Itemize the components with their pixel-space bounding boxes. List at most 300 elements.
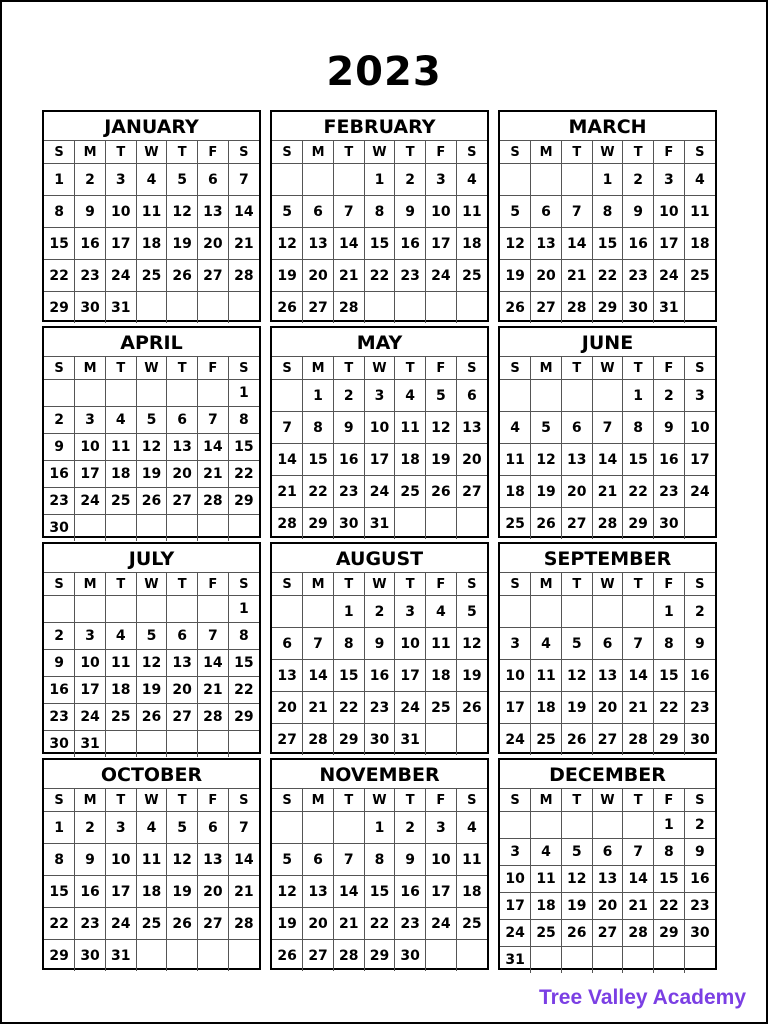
day-cell: 26 xyxy=(531,508,562,540)
day-cell: 18 xyxy=(136,228,167,260)
empty-day-cell xyxy=(303,812,334,844)
day-cell: 12 xyxy=(136,434,167,461)
day-cell: 25 xyxy=(684,260,715,292)
day-cell: 4 xyxy=(456,164,487,196)
day-cell: 27 xyxy=(592,724,623,756)
weekday-label: T xyxy=(333,141,364,164)
day-cell: 23 xyxy=(44,488,75,515)
day-cell: 19 xyxy=(531,476,562,508)
empty-day-cell xyxy=(105,515,136,542)
weekday-label: F xyxy=(198,357,229,380)
week-row xyxy=(500,812,715,839)
empty-day-cell xyxy=(500,380,531,412)
empty-day-cell xyxy=(561,812,592,839)
day-cell: 8 xyxy=(592,196,623,228)
week-row xyxy=(272,908,487,940)
day-cell: 3 xyxy=(105,812,136,844)
day-cell: 8 xyxy=(44,844,75,876)
weekday-label: M xyxy=(75,789,106,812)
empty-day-cell xyxy=(364,292,395,324)
month-day-grid xyxy=(272,789,487,971)
weekday-label: F xyxy=(654,789,685,812)
weekday-label: S xyxy=(684,789,715,812)
day-cell: 7 xyxy=(272,412,303,444)
week-row xyxy=(272,812,487,844)
day-cell: 16 xyxy=(395,876,426,908)
week-row xyxy=(272,196,487,228)
week-row xyxy=(44,908,259,940)
empty-day-cell xyxy=(426,940,457,972)
weekday-label: T xyxy=(623,573,654,596)
weekday-label: T xyxy=(333,573,364,596)
day-cell: 23 xyxy=(364,692,395,724)
weekday-label: S xyxy=(684,357,715,380)
day-cell: 13 xyxy=(167,434,198,461)
day-cell: 13 xyxy=(272,660,303,692)
day-cell: 1 xyxy=(654,596,685,628)
empty-day-cell xyxy=(136,596,167,623)
weekday-label: S xyxy=(456,357,487,380)
empty-day-cell xyxy=(198,940,229,972)
empty-day-cell xyxy=(44,596,75,623)
month-day-grid xyxy=(272,357,487,539)
day-cell: 7 xyxy=(561,196,592,228)
empty-day-cell xyxy=(561,947,592,974)
weekday-label: S xyxy=(228,789,259,812)
empty-day-cell xyxy=(136,731,167,758)
day-cell: 28 xyxy=(623,920,654,947)
day-cell: 20 xyxy=(198,876,229,908)
empty-day-cell xyxy=(531,947,562,974)
day-cell: 12 xyxy=(561,660,592,692)
week-row xyxy=(272,724,487,756)
day-cell: 18 xyxy=(136,876,167,908)
week-row xyxy=(44,260,259,292)
empty-day-cell xyxy=(426,508,457,540)
empty-day-cell xyxy=(333,164,364,196)
day-cell: 11 xyxy=(500,444,531,476)
day-cell: 15 xyxy=(44,876,75,908)
day-cell: 19 xyxy=(272,260,303,292)
month-day-grid xyxy=(500,357,715,539)
week-row xyxy=(272,444,487,476)
week-row xyxy=(44,407,259,434)
weekday-label: T xyxy=(167,573,198,596)
day-cell: 20 xyxy=(167,677,198,704)
day-cell: 7 xyxy=(333,844,364,876)
weekday-label: W xyxy=(136,789,167,812)
day-cell: 1 xyxy=(303,380,334,412)
weekday-label: W xyxy=(364,141,395,164)
month-day-grid xyxy=(500,573,715,755)
day-cell: 29 xyxy=(303,508,334,540)
empty-day-cell xyxy=(105,380,136,407)
day-cell: 30 xyxy=(684,920,715,947)
day-cell: 19 xyxy=(136,461,167,488)
day-cell: 27 xyxy=(167,704,198,731)
week-row xyxy=(44,677,259,704)
weekday-label: S xyxy=(228,141,259,164)
day-cell: 1 xyxy=(364,164,395,196)
week-row xyxy=(500,724,715,756)
day-cell: 29 xyxy=(228,488,259,515)
empty-day-cell xyxy=(395,292,426,324)
day-cell: 20 xyxy=(167,461,198,488)
day-cell: 27 xyxy=(592,920,623,947)
weekday-label: S xyxy=(228,573,259,596)
weekday-label: S xyxy=(44,141,75,164)
week-row xyxy=(500,866,715,893)
empty-day-cell xyxy=(136,515,167,542)
day-cell: 10 xyxy=(500,866,531,893)
day-cell: 17 xyxy=(75,677,106,704)
day-cell: 17 xyxy=(684,444,715,476)
weekday-header-row xyxy=(500,141,715,164)
day-cell: 26 xyxy=(136,704,167,731)
weekday-label: T xyxy=(105,789,136,812)
day-cell: 13 xyxy=(561,444,592,476)
week-row xyxy=(272,260,487,292)
day-cell: 29 xyxy=(333,724,364,756)
day-cell: 15 xyxy=(623,444,654,476)
day-cell: 24 xyxy=(364,476,395,508)
day-cell: 25 xyxy=(395,476,426,508)
empty-day-cell xyxy=(228,731,259,758)
weekday-label: S xyxy=(684,573,715,596)
day-cell: 20 xyxy=(531,260,562,292)
month-day-grid xyxy=(44,141,259,323)
day-cell: 7 xyxy=(228,812,259,844)
day-cell: 3 xyxy=(364,380,395,412)
weekday-label: T xyxy=(167,357,198,380)
day-cell: 29 xyxy=(44,292,75,324)
day-cell: 4 xyxy=(684,164,715,196)
weekday-header-row xyxy=(272,789,487,812)
footer-brand: Tree Valley Academy xyxy=(538,986,746,1009)
day-cell: 30 xyxy=(75,292,106,324)
day-cell: 29 xyxy=(228,704,259,731)
day-cell: 27 xyxy=(531,292,562,324)
day-cell: 9 xyxy=(75,844,106,876)
day-cell: 18 xyxy=(456,228,487,260)
day-cell: 27 xyxy=(561,508,592,540)
week-row xyxy=(272,692,487,724)
weekday-label: T xyxy=(561,357,592,380)
week-row xyxy=(272,292,487,324)
empty-day-cell xyxy=(44,380,75,407)
weekday-header-row xyxy=(272,357,487,380)
weekday-label: S xyxy=(500,141,531,164)
day-cell: 18 xyxy=(426,660,457,692)
day-cell: 21 xyxy=(333,260,364,292)
day-cell: 26 xyxy=(500,292,531,324)
weekday-header-row xyxy=(500,357,715,380)
weekday-label: M xyxy=(531,357,562,380)
day-cell: 22 xyxy=(228,677,259,704)
day-cell: 15 xyxy=(654,660,685,692)
day-cell: 20 xyxy=(198,228,229,260)
weekday-label: W xyxy=(592,141,623,164)
day-cell: 27 xyxy=(272,724,303,756)
day-cell: 7 xyxy=(592,412,623,444)
empty-day-cell xyxy=(684,947,715,974)
weekday-label: W xyxy=(136,357,167,380)
week-row xyxy=(500,260,715,292)
weekday-label: T xyxy=(623,789,654,812)
month-title: MAY xyxy=(272,328,487,357)
day-cell: 1 xyxy=(364,812,395,844)
week-row xyxy=(272,660,487,692)
empty-day-cell xyxy=(136,940,167,972)
weekday-label: F xyxy=(198,141,229,164)
day-cell: 27 xyxy=(456,476,487,508)
week-row xyxy=(500,920,715,947)
day-cell: 18 xyxy=(684,228,715,260)
weekday-header-row xyxy=(500,789,715,812)
day-cell: 30 xyxy=(333,508,364,540)
weekday-label: M xyxy=(75,357,106,380)
day-cell: 6 xyxy=(592,839,623,866)
day-cell: 12 xyxy=(531,444,562,476)
day-cell: 25 xyxy=(426,692,457,724)
weekday-label: F xyxy=(654,573,685,596)
empty-day-cell xyxy=(105,731,136,758)
week-row xyxy=(272,476,487,508)
day-cell: 13 xyxy=(592,660,623,692)
day-cell: 22 xyxy=(44,260,75,292)
week-row xyxy=(44,596,259,623)
day-cell: 16 xyxy=(684,866,715,893)
day-cell: 11 xyxy=(395,412,426,444)
day-cell: 5 xyxy=(167,812,198,844)
month-title: MARCH xyxy=(500,112,715,141)
day-cell: 7 xyxy=(623,628,654,660)
weekday-label: F xyxy=(654,357,685,380)
weekday-label: T xyxy=(167,141,198,164)
day-cell: 15 xyxy=(592,228,623,260)
day-cell: 7 xyxy=(333,196,364,228)
day-cell: 9 xyxy=(333,412,364,444)
day-cell: 10 xyxy=(500,660,531,692)
month-june xyxy=(498,326,717,538)
weekday-label: T xyxy=(333,789,364,812)
day-cell: 14 xyxy=(333,228,364,260)
day-cell: 9 xyxy=(684,628,715,660)
weekday-label: F xyxy=(198,573,229,596)
day-cell: 16 xyxy=(623,228,654,260)
day-cell: 14 xyxy=(228,196,259,228)
day-cell: 10 xyxy=(105,844,136,876)
empty-day-cell xyxy=(426,724,457,756)
day-cell: 31 xyxy=(105,292,136,324)
day-cell: 22 xyxy=(654,893,685,920)
week-row xyxy=(44,940,259,972)
day-cell: 20 xyxy=(303,260,334,292)
empty-day-cell xyxy=(500,596,531,628)
day-cell: 10 xyxy=(395,628,426,660)
day-cell: 3 xyxy=(426,164,457,196)
day-cell: 21 xyxy=(228,876,259,908)
day-cell: 13 xyxy=(198,196,229,228)
empty-day-cell xyxy=(395,508,426,540)
empty-day-cell xyxy=(136,380,167,407)
day-cell: 30 xyxy=(75,940,106,972)
day-cell: 21 xyxy=(272,476,303,508)
day-cell: 9 xyxy=(684,839,715,866)
day-cell: 16 xyxy=(333,444,364,476)
day-cell: 22 xyxy=(333,692,364,724)
day-cell: 24 xyxy=(684,476,715,508)
weekday-label: F xyxy=(426,789,457,812)
day-cell: 8 xyxy=(228,623,259,650)
week-row xyxy=(44,380,259,407)
day-cell: 12 xyxy=(136,650,167,677)
empty-day-cell xyxy=(272,812,303,844)
day-cell: 4 xyxy=(105,623,136,650)
day-cell: 7 xyxy=(228,164,259,196)
weekday-label: W xyxy=(136,141,167,164)
week-row xyxy=(272,940,487,972)
day-cell: 9 xyxy=(75,196,106,228)
month-november xyxy=(270,758,489,970)
day-cell: 6 xyxy=(303,196,334,228)
day-cell: 1 xyxy=(654,812,685,839)
month-day-grid xyxy=(500,789,715,973)
day-cell: 24 xyxy=(426,908,457,940)
day-cell: 1 xyxy=(333,596,364,628)
day-cell: 16 xyxy=(44,461,75,488)
day-cell: 7 xyxy=(623,839,654,866)
day-cell: 26 xyxy=(561,920,592,947)
day-cell: 18 xyxy=(500,476,531,508)
day-cell: 11 xyxy=(684,196,715,228)
day-cell: 28 xyxy=(561,292,592,324)
day-cell: 2 xyxy=(623,164,654,196)
day-cell: 22 xyxy=(228,461,259,488)
weekday-label: M xyxy=(303,573,334,596)
day-cell: 2 xyxy=(333,380,364,412)
day-cell: 24 xyxy=(500,724,531,756)
month-april xyxy=(42,326,261,538)
day-cell: 18 xyxy=(531,692,562,724)
week-row xyxy=(272,412,487,444)
day-cell: 28 xyxy=(333,292,364,324)
month-october xyxy=(42,758,261,970)
day-cell: 2 xyxy=(684,812,715,839)
empty-day-cell xyxy=(272,380,303,412)
weekday-label: T xyxy=(167,789,198,812)
day-cell: 8 xyxy=(44,196,75,228)
weekday-label: F xyxy=(426,357,457,380)
day-cell: 21 xyxy=(198,677,229,704)
day-cell: 22 xyxy=(364,260,395,292)
week-row xyxy=(500,596,715,628)
day-cell: 26 xyxy=(167,908,198,940)
day-cell: 8 xyxy=(623,412,654,444)
week-row xyxy=(500,893,715,920)
empty-day-cell xyxy=(167,940,198,972)
weekday-label: S xyxy=(456,141,487,164)
day-cell: 5 xyxy=(500,196,531,228)
day-cell: 3 xyxy=(105,164,136,196)
day-cell: 19 xyxy=(167,228,198,260)
empty-day-cell xyxy=(623,947,654,974)
day-cell: 15 xyxy=(333,660,364,692)
weekday-label: M xyxy=(303,141,334,164)
day-cell: 13 xyxy=(592,866,623,893)
day-cell: 17 xyxy=(395,660,426,692)
day-cell: 5 xyxy=(426,380,457,412)
day-cell: 9 xyxy=(44,650,75,677)
week-row xyxy=(272,508,487,540)
week-row xyxy=(44,704,259,731)
empty-day-cell xyxy=(228,940,259,972)
day-cell: 26 xyxy=(136,488,167,515)
day-cell: 5 xyxy=(167,164,198,196)
day-cell: 30 xyxy=(44,731,75,758)
empty-day-cell xyxy=(623,812,654,839)
day-cell: 12 xyxy=(167,196,198,228)
day-cell: 29 xyxy=(592,292,623,324)
empty-day-cell xyxy=(167,515,198,542)
month-title: FEBRUARY xyxy=(272,112,487,141)
weekday-label: S xyxy=(684,141,715,164)
day-cell: 6 xyxy=(531,196,562,228)
empty-day-cell xyxy=(167,731,198,758)
day-cell: 19 xyxy=(500,260,531,292)
week-row xyxy=(44,164,259,196)
weekday-label: T xyxy=(333,357,364,380)
day-cell: 2 xyxy=(75,164,106,196)
weekday-label: T xyxy=(395,789,426,812)
day-cell: 23 xyxy=(654,476,685,508)
day-cell: 21 xyxy=(623,692,654,724)
day-cell: 8 xyxy=(364,844,395,876)
day-cell: 28 xyxy=(303,724,334,756)
day-cell: 21 xyxy=(228,228,259,260)
day-cell: 11 xyxy=(456,844,487,876)
day-cell: 18 xyxy=(456,876,487,908)
day-cell: 31 xyxy=(105,940,136,972)
month-march xyxy=(498,110,717,322)
day-cell: 14 xyxy=(228,844,259,876)
day-cell: 2 xyxy=(654,380,685,412)
month-title: NOVEMBER xyxy=(272,760,487,789)
day-cell: 10 xyxy=(75,650,106,677)
day-cell: 24 xyxy=(395,692,426,724)
empty-day-cell xyxy=(500,164,531,196)
day-cell: 21 xyxy=(198,461,229,488)
month-may xyxy=(270,326,489,538)
day-cell: 6 xyxy=(167,407,198,434)
day-cell: 19 xyxy=(136,677,167,704)
weekday-label: S xyxy=(456,573,487,596)
day-cell: 9 xyxy=(364,628,395,660)
day-cell: 15 xyxy=(44,228,75,260)
day-cell: 8 xyxy=(654,628,685,660)
day-cell: 15 xyxy=(364,876,395,908)
day-cell: 27 xyxy=(198,908,229,940)
day-cell: 23 xyxy=(395,260,426,292)
day-cell: 29 xyxy=(44,940,75,972)
empty-day-cell xyxy=(456,940,487,972)
month-title: SEPTEMBER xyxy=(500,544,715,573)
empty-day-cell xyxy=(592,596,623,628)
weekday-label: S xyxy=(44,357,75,380)
day-cell: 27 xyxy=(303,292,334,324)
day-cell: 30 xyxy=(44,515,75,542)
empty-day-cell xyxy=(531,380,562,412)
